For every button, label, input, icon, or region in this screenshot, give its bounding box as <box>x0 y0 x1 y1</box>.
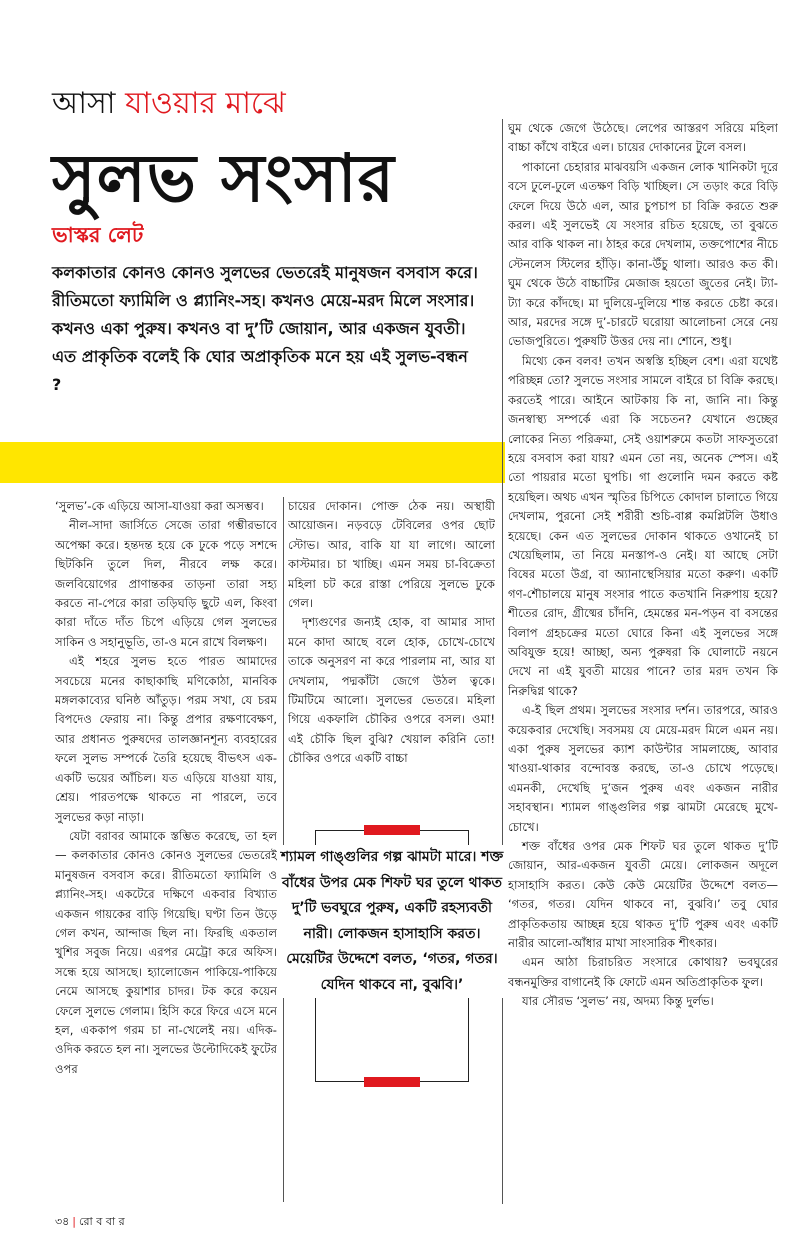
paragraph: মিথ্যে কেন বলব! তখন অস্বস্তি হচ্ছিল বেশ। এরা যথেষ্ট পরিচ্ছন্ন তো? সুলভে সংসার সামলে বাইরে চা বিক্রি করছে। করতেই পারে। আইনে আটকায় কি না, জানি না। কিন্তু জনস্বাস্থ্য সম্পর্কে এরা কি সচেতন? যেখানে গুচ্ছের লোকের নিত্য পরিক্রমা, সেই ওয়াশরুমে কতটা সাফসুতরো হয়ে বসবাস করা যায়? এমন তো নয়, অনেক স্পেস। এই তো পায়রার মতো ঘুপচি। গা গুলোনি দমন করতে কষ্ট হয়েছিল। অথচ এখন স্মৃতির চিপিতে কোদাল চালাতে গিয়ে দেখলাম, পুরনো সেই শরীরী শুচি-বাপ্প কমপ্লিটলি উধাও হয়েছে। কেন এত সুলভের দোকান থাকতে ওখানেই চা খেয়েছিলাম, তা নিয়ে মনস্তাপ-ও নেই। যা আছে সেটা বিষের মতো উগ্র, বা অ্যানাস্থেসিয়ার মতো করুণ। একটি গণ-শৌচালয়ে মানুষ সংসার পাতে কতখানি নিরুপায় হয়ে? শীতের রোদ, গ্রীষ্মের চাঁদনি, হেমন্তের মন-পড়ন বা বসন্তের বিলাপ গ্রহচক্রের মতো ঘোরে কিনা এই সুলভের সঙ্গে অবিযুক্ত হয়ে! আচ্ছা, অন্য পুরুষরা কি ঘোলাটে নয়নে দেখে না এই যুবতী মায়ের পানে? তার মরদ তখন কি নিরুদ্বিগ্ন থাকে? <box>508 353 778 698</box>
paragraph: এই শহরে সুলভ হতে পারত আমাদের সবচেয়ে মনের কাছাকাছি মণিকোঠা, মানবিক মঙ্গলকাব্যের ঘনিষ্ঠ আঁতুড়। পরম সখা, যে চরম বিপদেও ফেরায় না। কিন্তু প্রপার রক্ষণাবেক্ষণ, আর প্রধানত পুরুষদের তালজ্ঞানশূন্য ব্যবহারের ফলে সুলভ সম্পর্কে তৈরি হয়েছে বীভৎস এক-একটি ভয়ের আঁচিল। যত এড়িয়ে যাওয়া যায়, শ্রেয়। পারতপক্ষে থাকতে না পারলে, তবে সুলভের কড়া নাড়া। <box>55 654 277 824</box>
page-number: ৩৪ <box>55 1215 70 1228</box>
paragraph: নীল-সাদা জার্সিতে সেজে তারা গম্ভীরভাবে অপেক্ষা করে। হন্তদন্ত হয়ে কে ঢুকে পড়ে সশব্দে ছিটকিনি তুলে দিল, নীরবে লক্ষ করে। জলবিয়োগের প্রাণান্তকর তাড়না তারা সহ্য করতে না-পেরে কারা তড়িঘড়ি ছুটে এল, কিংবা কারা দাঁতে দাঁত চিপে এড়িয়ে গেল সুলভের সাকিন ও সহানুভূতি, তা-ও মনে রাখে বিলক্ষণ। <box>55 518 277 649</box>
page-footer <box>55 1215 125 1229</box>
pull-quote-bar-bottom <box>364 1077 420 1087</box>
pull-quote-box <box>280 830 504 1082</box>
paragraph: যেটা বরাবর আমাকে স্তম্ভিত করেছে, তা হল— কলকাতার কোনও কোনও সুলভের ভেতরেই মানুষজন বসবাস করে। রীতিমতো ফ্যামিলি ও প্ল্যানিং-সহ। একটেরে দক্ষিণে একবার বিখ্যাত একজন গায়কের বাড়ি গিয়েছি। ঘণ্টা তিন উড়ে গেল কখন, আন্দাজ ছিল না। ফিরছি একতাল খুশির সবুজ নিয়ে। এরপর মেট্রো করে অফিস। সন্ধে হয়ে আসছে। হ্যালোজেন পাকিয়ে-পাকিয়ে নেমে আসছে কুয়াশার চাদর। টক করে কয়েন ফেলে সুলভে গেলাম। হিসি করে ফিরে এসে মনে হল, এককাপ গরম চা না-খেলেই নয়। এদিক-ওদিক করতে হল না। সুলভের উল্টোদিকেই ফুটের ওপর <box>55 828 277 1076</box>
paragraph: পাকানো চেহারার মাঝবয়সি একজন লোক খানিকটা দূরে বসে ঢুলে-ঢুলে এতক্ষণ বিড়ি খাচ্ছিল। সে তড়াং করে বিড়ি ফেলে দিয়ে উঠে এল, আর চুপচাপ চা বিক্রি করতে শুরু করল। এই সুলভেই যে সংসার রচিত হয়েছে, তা বুঝতে আর বাকি থাকল না। ঠাহর করে দেখলাম, তক্তপোশের নীচে স্টেনলেস স্টিলের হাঁড়ি। কানা-উঁচু থালা। আরও কত কী। ঘুম থেকে উঠে বাচ্চাটির মেজাজ হয়তো জুতের নেই। ট্যা-ট্যা করে কাঁদছে। মা দুলিয়ে-দুলিয়ে শান্ত করতে চেষ্টা করে। আর, মরদের সঙ্গে দু’-চারটে ঘরোয়া আলোচনা সেরে নেয় ভোজপুরিতে। পুরুষটি উত্তর দেয় না। শোনে, শুধু। <box>508 159 778 349</box>
article-column-3 <box>508 119 778 1209</box>
kicker <box>52 86 286 122</box>
paragraph: শক্ত বাঁধের ওপর মেক শিফট ঘর তুলে থাকত দু’টি জোয়ান, আর-একজন যুবতী মেয়ে। লোকজন অদূলে হাসাহাসি করত। কেউ কেউ মেয়েটির উদ্দেশে বলত— ‘গতর, গতর। যেদিন থাকবে না, বুঝবি।’ তবু ঘোর প্রাকৃতিকতায় আচ্ছন্ন হয়ে থাকত দু’টি পুরুষ এবং একটি নারীর আলো-আঁধার মাখা সাংসারিক শীৎকার। <box>508 839 778 951</box>
pull-quote-bar-top <box>364 825 420 835</box>
paragraph: চায়ের দোকান। পোক্ত ঠেক নয়। অস্থায়ী আয়োজন। নড়বড়ে টেবিলের ওপর ছোট স্টোভ। আর, বাকি যা যা লাগে। আলো কাস্টমার। চা খাচ্ছি। এমন সময় চা-বিক্রেতা মহিলা চট করে রাস্তা পেরিয়ে সুলভে ঢুকে গেল। <box>288 499 495 611</box>
paragraph: যার সৌরভ ‘সুলভ’ নয়, অদম্য কিন্তু দুর্লভ। <box>522 994 714 1009</box>
section-name: রো ব বা র <box>79 1215 125 1228</box>
yellow-band <box>0 442 505 483</box>
paragraph: এমন আঠা চিরাচরিত সংসারে কোথায়? ভবঘুরের বন্ধনমুক্তির বাগানেই কি ফোটে এমন অতিপ্রাকৃতিক ফুল। <box>508 955 778 989</box>
paragraph: ঘুম থেকে জেগে উঠেছে। লেপের আস্তরণ সরিয়ে মহিলা বাচ্চা কাঁখে বাইরে এল। চায়ের দোকানের টুলে বসল। <box>508 121 778 155</box>
kicker-red: যাওয়ার মাঝে <box>125 86 286 121</box>
article-column-1 <box>55 497 277 1247</box>
column-divider <box>502 119 503 1204</box>
paragraph: এ-ই ছিল প্রথম। সুলভের সংসার দর্শন। তারপরে, আরও কয়েকবার দেখেছি। সবসময় যে মেয়ে-মরদ মিলে এমন নয়। একা পুরুষ সুলভের ক্যাশ কাউন্টার সামলাচ্ছে, আবার খাওয়া-থাকার বন্দোবস্ত করছে, তা-ও চোখে পড়েছে। এমনকী, দেখেছি দু’জন পুরুষ এবং একজন নারীর সহাবস্থান। শ্যামল গাঙ্গুলির গল্প ঝামটা মেরেছে মুখে-চোখে। <box>508 703 778 834</box>
footer-separator: | <box>72 1215 77 1228</box>
article-column-2 <box>288 497 495 827</box>
pull-quote: শ্যামল গাঙ্গুলির গল্প ঝামটা মারে। শক্ত বাঁধের উপর মেক শিফট ঘর তুলে থাকত দু’টি ভবঘুরে পুরুষ, একটি রহস্যবতী নারী। লোকজন হাসাহাসি করত। মেয়েটির উদ্দেশে বলত, ‘গতর, গতর। যেদিন থাকবে না, বুঝবি।’ <box>278 845 506 998</box>
kicker-black: আসা <box>52 86 116 121</box>
headline: সুলভ সংসার <box>52 140 395 217</box>
byline: ভাস্কর লেট <box>52 223 144 247</box>
paragraph: দৃশ্যগুণের জন্যই হোক, বা আমার সাদা মনে কাদা আছে বলে হোক, চোখে-চোখে তাকে অনুসরণ না করে পারলাম না, আর যা দেখলাম, পদ্মকাঁটা জেগে উঠল ত্বকে। টিমটিমে আলো। সুলভের ভেতরে। মহিলা গিয়ে একফালি চৌকির ওপরে বসল। ওমা! এই চৌকি ছিল বুঝি? খেয়াল করিনি তো! চৌকির ওপরে একটি বাচ্চা <box>288 615 495 766</box>
intro-deck: কলকাতার কোনও কোনও সুলভের ভেতরেই মানুষজন বসবাস করে। রীতিমতো ফ্যামিলি ও প্ল্যানিং-সহ। কখনও মেয়ে-মরদ মিলে সংসার। কখনও একা পুরুষ। কখনও বা দু’টি জোয়ান, আর একজন যুবতী। এত প্রাকৃতিক বলেই কি ঘোর অপ্রাকৃতিক মনে হয় এই সুলভ-বন্ধন ? <box>52 263 478 394</box>
paragraph: ‘সুলভ’-কে এড়িয়ে আসা-যাওয়া করা অসম্ভব। <box>55 499 264 513</box>
